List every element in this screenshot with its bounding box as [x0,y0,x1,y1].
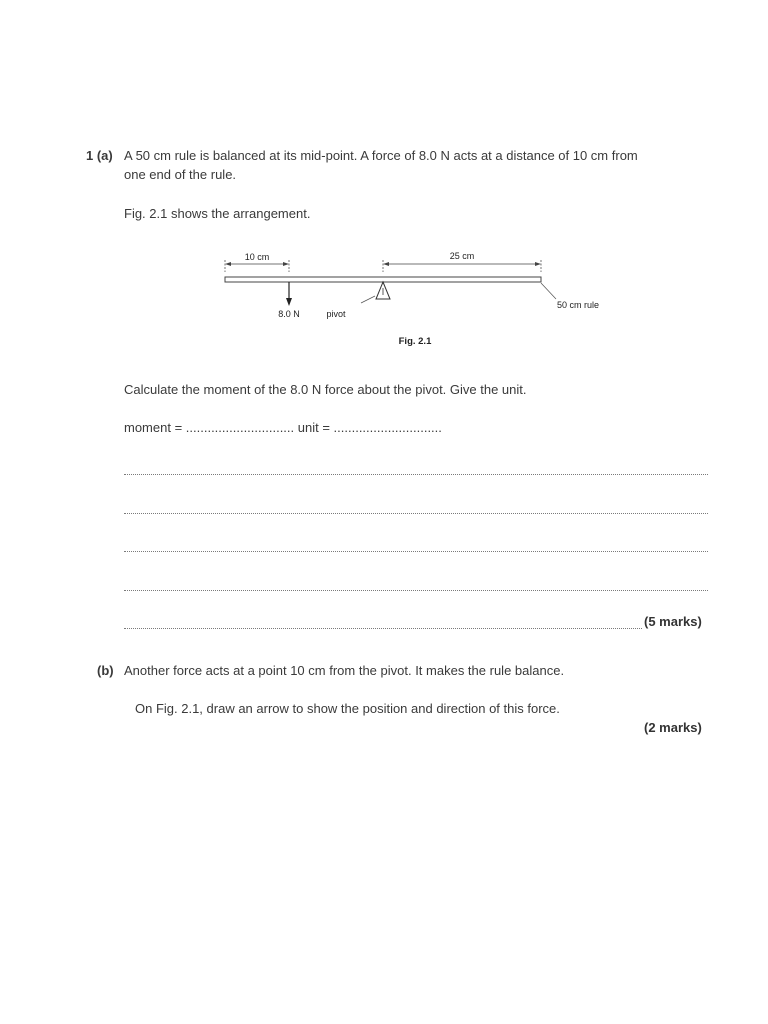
question-b-number: (b) [97,663,114,678]
force-label: 8.0 N [278,309,300,319]
unit-label: unit = [294,420,334,435]
dim-left-arrow-end [283,262,289,266]
dim-right-arrow-start [383,262,389,266]
working-line-4[interactable] [124,590,708,591]
figure-reference: Fig. 2.1 shows the arrangement. [124,206,311,221]
working-line-1[interactable] [124,474,708,475]
pivot-leader [361,296,375,303]
working-line-2[interactable] [124,513,708,514]
dim-right-arrow-end [535,262,541,266]
figure-2-1 [0,240,768,350]
dim-left-label: 10 cm [244,252,270,262]
question-b-instruction: On Fig. 2.1, draw an arrow to show the position and direction of this force. [135,701,560,716]
rule-label: 50 cm rule [557,300,600,310]
question-b-marks: (2 marks) [644,720,702,735]
question-a-intro-line1: A 50 cm rule is balanced at its mid-point. A force of 8.0 N acts at a distance of 10 cm from [124,148,638,163]
unit-answer-blank[interactable]: .............................. [333,420,442,435]
question-b-text: Another force acts at a point 10 cm from the pivot. It makes the rule balance. [124,663,565,678]
dim-left-arrow-start [225,262,231,266]
question-a-number: 1 (a) [86,148,113,163]
figure-caption: Fig. 2.1 [398,336,432,347]
rule-leader [541,283,556,299]
question-a-instruction: Calculate the moment of the 8.0 N force about the pivot. Give the unit. [124,382,527,397]
question-a-intro [124,146,724,184]
question-a-marks: (5 marks) [644,614,702,629]
moment-label: moment = [124,420,186,435]
question-a-intro-line2: one end of the rule. [124,167,237,182]
pivot-label: pivot [326,309,346,319]
force-arrow-head [286,298,292,306]
moment-answer-blank[interactable]: .............................. [185,420,295,435]
working-line-3[interactable] [124,551,708,552]
dim-right-label: 25 cm [449,251,475,261]
working-line-5[interactable] [124,628,642,629]
answer-line [124,418,442,437]
